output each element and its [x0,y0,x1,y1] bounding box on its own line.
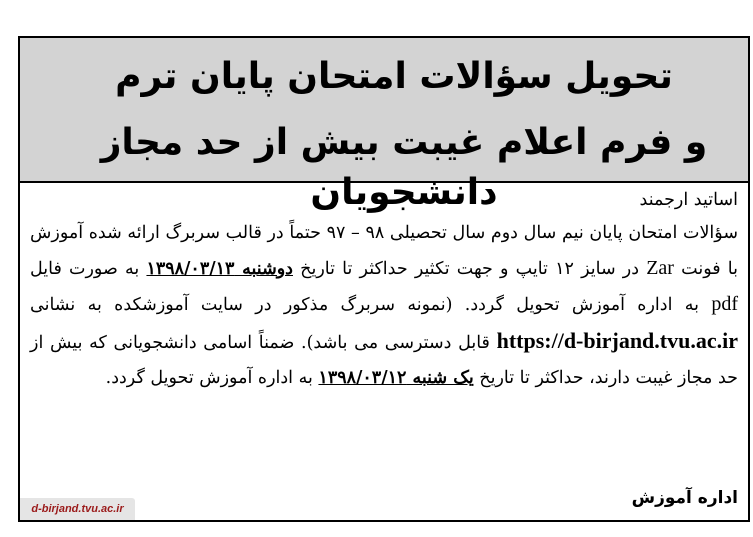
text-segment: به اداره آموزش تحویل گردد. [105,368,319,388]
text-segment: قابل دسترسی می باشد). ضمناً اسامی دانشجویانی که بیش از حد مجاز غیبت دارند، حداکثر تا تاریخ [30,333,738,388]
notice-frame [18,36,750,522]
title-line-2: و فرم اعلام غیبت بیش از حد مجاز دانشجویان [100,122,708,213]
website-link[interactable]: https://d-birjand.tvu.ac.ir [496,328,738,353]
file-format: pdf [711,293,738,315]
font-name: Zar [646,257,674,279]
deadline-date-1: دوشنبه ۱۳۹۸/۰۳/۱۳ [146,259,293,279]
text-segment: سؤالات امتحان پایان نیم سال دوم سال تحصیلی ۹۸ – ۹۷ حتماً در قالب سربرگ ارائه شده آموزش با فونت [30,223,738,279]
notice-body [30,184,738,520]
text-segment: به اداره آموزش تحویل گردد. (نمونه سربرگ مذکور در سایت آموزشکده به نشانی [30,295,712,315]
greeting: اساتید ارجمند [639,190,738,210]
notice-paragraph [30,216,738,396]
title-line-1: تحویل سؤالات امتحان پایان ترم [115,56,673,97]
deadline-date-2: یک شنبه ۱۳۹۸/۰۳/۱۲ [318,368,474,388]
site-watermark: d-birjand.tvu.ac.ir [20,498,135,520]
text-segment: به صورت فایل [30,259,147,279]
text-segment: در سایز ۱۲ تایپ و جهت تکثیر حداکثر تا تاریخ [292,259,647,279]
signature: اداره آموزش [631,488,738,508]
